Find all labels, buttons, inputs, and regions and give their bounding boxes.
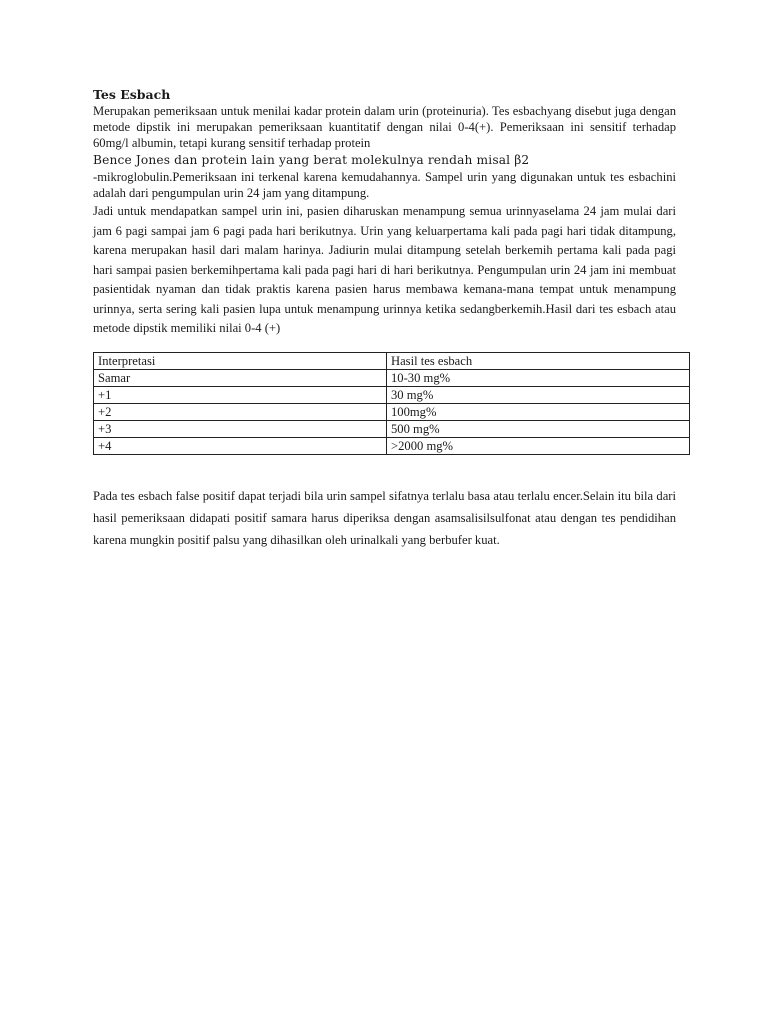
table-cell: >2000 mg%: [387, 437, 690, 454]
table-header-cell: Hasil tes esbach: [387, 352, 690, 369]
esbach-table: [93, 352, 690, 455]
table-header-cell: Interpretasi: [94, 352, 387, 369]
paragraph-false-positive: Pada tes esbach false positif dapat terjadi bila urin sampel sifatnya terlalu basa atau terlalu encer.Selain itu bila dari hasil pemeriksaan didapati positif samara harus diperiksa dengan asamsalisilsulfonat atau dengan tes pendidihan karena mungkin positif palsu yang dihasilkan oleh urinalkali yang berbufer kuat.: [93, 488, 676, 547]
table-row: [94, 420, 690, 437]
table-row: [94, 386, 690, 403]
table-cell: +4: [94, 437, 387, 454]
table-cell: +3: [94, 420, 387, 437]
paragraph-bence-jones: Bence Jones dan protein lain yang berat molekulnya rendah misal β2: [93, 153, 530, 167]
table-cell: 10-30 mg%: [387, 369, 690, 386]
paragraph-mikroglobulin: -mikroglobulin.Pemeriksaan ini terkenal karena kemudahannya. Sampel urin yang digunakan untuk tes esbachini adalah dari pengumpulan urin 24 jam yang ditampung.: [93, 170, 676, 200]
table-cell: 100mg%: [387, 403, 690, 420]
table-row: [94, 437, 690, 454]
document-page: [93, 86, 676, 563]
table-cell: 30 mg%: [387, 386, 690, 403]
paragraph-intro: Merupakan pemeriksaan untuk menilai kadar protein dalam urin (proteinuria). Tes esbachyang disebut juga dengan metode dipstik ini merupakan pemeriksaan kuantitatif dengan nilai 0-4(+). Pemeriksaan ini sensitif terhadap 60mg/l albumin, tetapi kurang sensitif terhadap protein: [93, 104, 676, 150]
table-cell: 500 mg%: [387, 420, 690, 437]
table-cell: +1: [94, 386, 387, 403]
table-row: [94, 369, 690, 386]
document-title: Tes Esbach: [93, 87, 171, 102]
table-header-row: [94, 352, 690, 369]
table-cell: Samar: [94, 369, 387, 386]
paragraph-collection: Jadi untuk mendapatkan sampel urin ini, pasien diharuskan menampung semua urinnyaselama 24 jam mulai dari jam 6 pagi sampai jam 6 pagi pada hari berikutnya. Urin yang keluarpertama kali pada pagi hari tidak ditampung, karena merupakan hasil dari malam harinya. Jadiurin mulai ditampung setelah berkemih pertama kali pada pagi hari sampai pasien berkemihpertama kali pada pagi hari di hari berikutnya. Pengumpulan urin 24 jam ini membuat pasientidak nyaman dan tidak praktis karena pasien harus membawa kemana-mana tempat untuk menampung urinnya, serta sering kali pasien lupa untuk menampung urinnya ketika sedangberkemih.Hasil dari tes esbach atau metode dipstik memiliki nilai 0-4 (+): [93, 204, 676, 335]
table-row: [94, 403, 690, 420]
table-cell: +2: [94, 403, 387, 420]
